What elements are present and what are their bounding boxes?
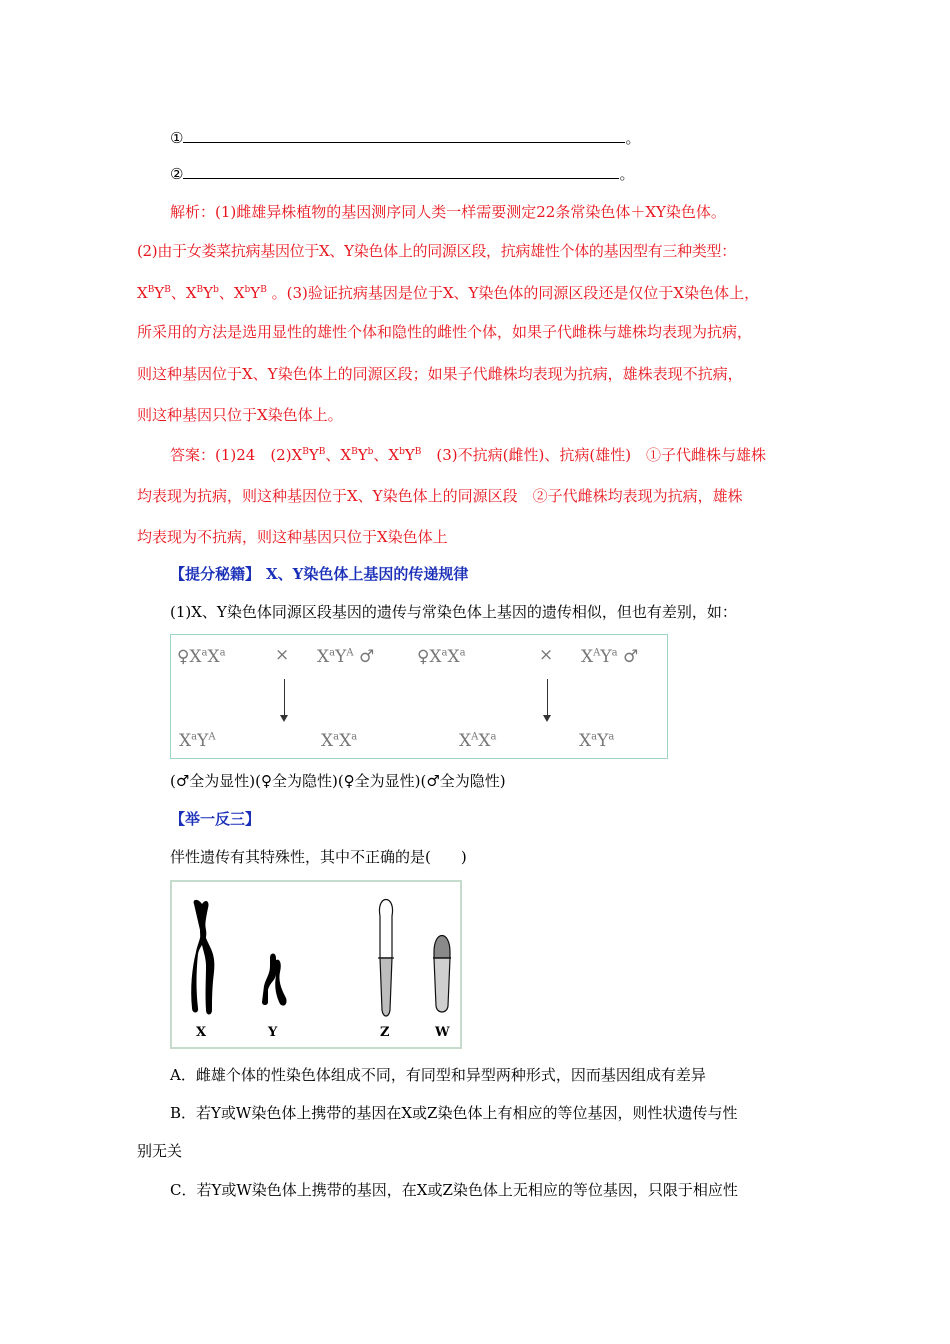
- blank-marker-2: ②: [170, 165, 184, 183]
- blank-marker-1: ①: [170, 129, 184, 147]
- blank-end-1: 。: [625, 129, 641, 147]
- cross-caption: (♂全为显性)(♀全为隐性)(♀全为显性)(♂全为隐性): [170, 772, 506, 790]
- genetic-cross-diagram: [170, 634, 668, 759]
- left-cross-arrow: [284, 679, 285, 717]
- tip-tag: 【提分秘籍】: [170, 565, 261, 583]
- analysis-line-2: (2)由于女娄菜抗病基因位于X、Y染色体上的同源区段，抗病雄性个体的基因型有三种类型：: [137, 242, 736, 260]
- example-tag: 【举一反三】: [170, 810, 261, 828]
- option-c-line-1[interactable]: C．若Y或W染色体上携带的基因，在X或Z染色体上无相应的等位基因，只限于相应性: [170, 1181, 738, 1199]
- answer-blank-1[interactable]: [183, 128, 625, 143]
- right-cross-arrowhead: [543, 715, 551, 722]
- right-cross-arrow: [547, 679, 548, 717]
- chromosome-figure: [170, 880, 462, 1049]
- analysis-line-3: [137, 283, 759, 303]
- label-x: X: [196, 1025, 207, 1040]
- answer-line-2: 均表现为抗病，则这种基因位于X、Y染色体上的同源区段 ②子代雌株均表现为抗病，雄株: [137, 487, 743, 505]
- label-w: W: [435, 1025, 450, 1040]
- blank-line-2: [170, 164, 634, 184]
- analysis-line-5: 则这种基因位于X、Y染色体上的同源区段；如果子代雌株均表现为抗病，雄株表现不抗病，: [137, 365, 743, 383]
- w-chromosome-shape: [433, 936, 451, 1013]
- right-cross-sign: ×: [539, 645, 554, 665]
- offspring-4: $X^aY^a$: [579, 731, 615, 751]
- genotype-list: $X^BY^B$、$X^BY^b$、$X^bY^B$: [137, 284, 267, 302]
- z-chromosome-shape: [378, 900, 394, 1017]
- right-female-parent: $♀X^aX^a$: [417, 647, 466, 667]
- offspring-3: $X^AX^a$: [459, 731, 497, 751]
- analysis-line-4: 所采用的方法是选用显性的雄性个体和隐性的雌性个体，如果子代雌株与雄株均表现为抗病，: [137, 323, 753, 341]
- offspring-1: $X^aY^A$: [179, 731, 216, 751]
- option-b-line-2[interactable]: 别无关: [137, 1142, 183, 1160]
- label-z: Z: [380, 1025, 390, 1040]
- analysis-line-1: 解析：(1)雌雄异株植物的基因测序同人类一样需要测定22条常染色体＋XY染色体。: [170, 203, 726, 221]
- tip-title: X、Y染色体上基因的传递规律: [266, 565, 469, 583]
- offspring-2: $X^aX^a$: [321, 731, 358, 751]
- left-cross-arrowhead: [280, 715, 288, 722]
- blank-line-1: [170, 128, 640, 148]
- analysis-line-3-rest: 。(3)验证抗病基因是位于X、Y染色体的同源区段还是仅位于X染色体上，: [271, 284, 760, 302]
- option-b-line-1[interactable]: B．若Y或W染色体上携带的基因在X或Z染色体上有相应的等位基因，则性状遗传与性: [170, 1104, 738, 1122]
- left-male-parent: $X^aY^A$ ♂: [317, 647, 375, 667]
- x-chromosome-shape: [191, 900, 214, 1015]
- tip-line-1: (1)X、Y染色体同源区段基因的遗传与常染色体上基因的遗传相似，但也有差别，如：: [170, 603, 737, 621]
- analysis-line-6: 则这种基因只位于X染色体上。: [137, 406, 343, 424]
- option-a[interactable]: A．雌雄个体的性染色体组成不同，有同型和异型两种形式，因而基因组成有差异: [170, 1066, 706, 1084]
- left-cross-sign: ×: [275, 645, 290, 665]
- chromosome-drawing: [172, 882, 460, 1047]
- left-female-parent: $♀X^aX^a$: [177, 647, 226, 667]
- right-male-parent: $X^AY^a$ ♂: [581, 647, 639, 667]
- answer-blank-2[interactable]: [183, 164, 619, 179]
- blank-end-2: 。: [619, 165, 635, 183]
- example-question: 伴性遗传有其特殊性，其中不正确的是( ): [170, 848, 467, 866]
- answer-line-3: 均表现为不抗病，则这种基因只位于X染色体上: [137, 528, 448, 546]
- label-y: Y: [268, 1025, 278, 1040]
- tip-heading: [170, 564, 468, 584]
- answer-line-1: 答案：(1)24 $(2)X^BY^B$、$X^BY^b$、$X^bY^B$ (3)不抗病(雌性)、抗病(雄性) ①子代雌株与雄株: [170, 446, 767, 464]
- y-chromosome-shape: [262, 954, 287, 1006]
